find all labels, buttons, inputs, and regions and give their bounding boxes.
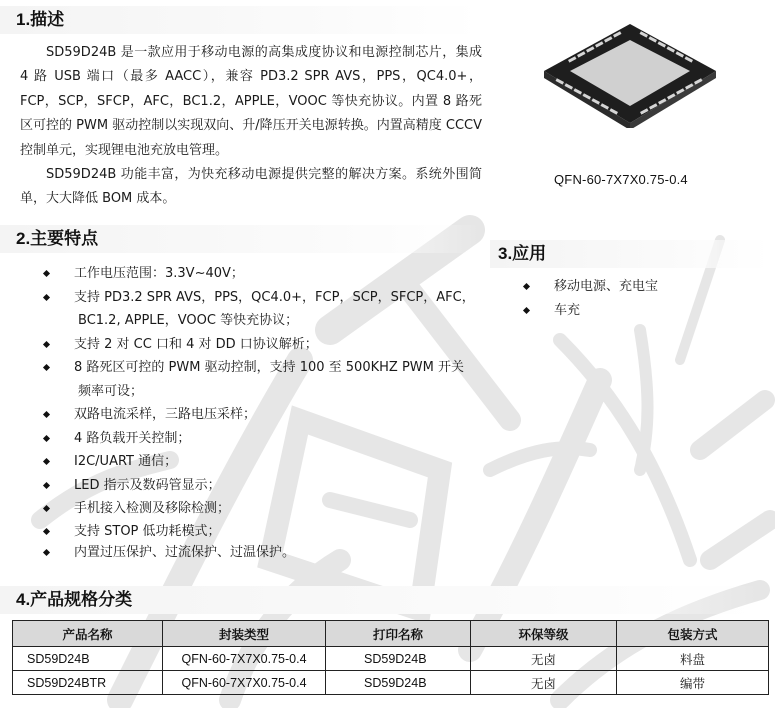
column-header: 包装方式 (617, 621, 769, 647)
bullet-diamond-icon (43, 340, 50, 347)
feature-item: 支持 PD3.2 SPR AVS，PPS，QC4.0+，FCP，SCP，SFCP，AFC， BC1.2, APPLE，VOOC 等快充协议； (44, 286, 490, 333)
table-cell: 无卤 (471, 647, 617, 671)
feature-item: LED 指示及数码管显示； (44, 474, 490, 498)
column-header: 环保等级 (471, 621, 617, 647)
section-title-description: 1.描述 (0, 6, 480, 34)
application-item: 车充 (524, 299, 764, 323)
feature-item: 支持 STOP 低功耗模式； (44, 521, 490, 542)
column-header: 封装类型 (163, 621, 326, 647)
feature-item: 4 路负载开关控制； (44, 427, 490, 451)
section-title-features: 2.主要特点 (0, 225, 480, 253)
description-paragraph-1: SD59D24B 是一款应用于移动电源的高集成度协议和电源控制芯片，集成 4 路 USB 端口（最多 AACC），兼容 PD3.2 SPR AVS，PPS，QC4.0+，FCP，SCP，SFCP，AFC，BC1.2，APPLE，VOOC 等快充协议。内置 8 路死区可控的 PWM 驱动控制以实现双向、升/降压开关电源转换。内置高精度 CCCV 控制单元，实现锂电池充放电管理。 (20, 45, 482, 158)
column-header: 产品名称 (13, 621, 163, 647)
table-cell: SD59D24BTR (13, 671, 163, 695)
description-text (20, 41, 482, 212)
bullet-diamond-icon (523, 283, 530, 290)
table-cell: 无卤 (471, 671, 617, 695)
bullet-diamond-icon (43, 434, 50, 441)
bullet-diamond-icon (43, 548, 50, 555)
bullet-diamond-icon (43, 505, 50, 512)
feature-item: I2C/UART 通信； (44, 450, 490, 474)
feature-item: 8 路死区可控的 PWM 驱动控制，支持 100 至 500KHZ PWM 开关 频率可设； (44, 356, 490, 403)
table-cell: 编带 (617, 671, 769, 695)
section-title-applications: 3.应用 (490, 240, 770, 268)
bullet-diamond-icon (523, 306, 530, 313)
bullet-diamond-icon (43, 411, 50, 418)
table-cell: QFN-60-7X7X0.75-0.4 (163, 671, 326, 695)
bullet-diamond-icon (43, 364, 50, 371)
table-cell: QFN-60-7X7X0.75-0.4 (163, 647, 326, 671)
bullet-diamond-icon (43, 458, 50, 465)
feature-item: 双路电流采样，三路电压采样； (44, 403, 490, 427)
bullet-diamond-icon (43, 293, 50, 300)
table-cell: SD59D24B (326, 647, 471, 671)
application-item: 移动电源、充电宝 (524, 275, 764, 299)
feature-item: 工作电压范围：3.3V~40V； (44, 262, 490, 286)
feature-item: 手机接入检测及移除检测； (44, 497, 490, 521)
applications-list (524, 275, 764, 322)
features-list (44, 262, 490, 563)
table-cell: 料盘 (617, 647, 769, 671)
bullet-diamond-icon (43, 270, 50, 277)
chip-package-image (540, 18, 720, 128)
feature-item: 内置过压保护、过流保护、过温保护。 (44, 542, 490, 563)
table-cell: SD59D24B (326, 671, 471, 695)
column-header: 打印名称 (326, 621, 471, 647)
chip-package-caption: QFN-60-7X7X0.75-0.4 (554, 172, 688, 187)
table-cell: SD59D24B (13, 647, 163, 671)
spec-table (12, 620, 769, 695)
feature-item: 支持 2 对 CC 口和 4 对 DD 口协议解析； (44, 333, 490, 357)
bullet-diamond-icon (43, 481, 50, 488)
table-header-row (13, 621, 769, 647)
table-row (13, 647, 769, 671)
table-row (13, 671, 769, 695)
description-paragraph-2: SD59D24B 功能丰富，为快充移动电源提供完整的解决方案。系统外围简单，大大降低 BOM 成本。 (20, 167, 482, 207)
bullet-diamond-icon (43, 527, 50, 534)
section-title-spec: 4.产品规格分类 (0, 586, 760, 614)
qfn-chip-package-icon (540, 18, 720, 128)
